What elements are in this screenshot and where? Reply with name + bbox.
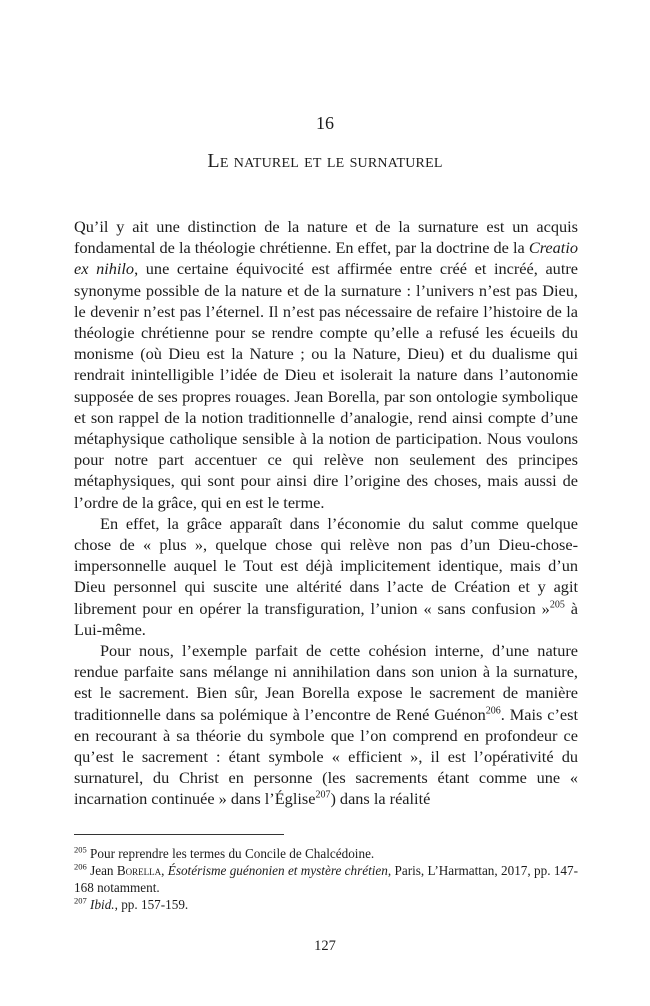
footnote-book-title: Ésotérisme guénonien et mystère chrétien [167,863,388,878]
paragraph-text: Pour nous, l’exemple parfait de cette cohésion interne, d’une nature rendue parfaite sans mélange ni annihilation dans son union à la surnature, est le sacrement. Bien sûr, Jean Borella expose le sacrement de manière traditionnelle dans sa polémique à l’encontre de René Guénon [74,641,578,724]
footnote-ibid: Ibid. [90,897,115,912]
footnote-author-last: Borella [116,863,162,878]
footnote-text: , pp. 157-159. [114,897,189,912]
footnote-divider [74,834,284,835]
footnote-text: , Paris, L’Harmattan, 2017, pp. 147-168 notamment. [74,863,578,895]
footnote-ref[interactable]: 205 [549,599,565,611]
footnote-number: 206 [74,861,87,872]
footnotes [74,845,578,913]
paragraph-text: à Lui-même. [74,598,578,639]
paragraph-2 [74,513,578,640]
paragraph-text: . Mais c’est en recourant à sa théorie du symbole que l’on comprend en profondeur ce qu’est le sacrement : étant symbole « efficient », il est l’opérativité du surnaturel, du Christ en personne (les sacrements étant comme une « incarnation continuée » dans l’Église [74,704,578,809]
paragraph-3 [74,640,578,810]
chapter-title: Le naturel et le surnaturel [207,150,443,172]
paragraph-text: Qu’il y ait une distinction de la nature et de la surnature est un acquis fondamental de la théologie chrétienne. En effet, par la doctrine de la [74,217,578,258]
footnote-text: Pour reprendre les termes du Concile de Chalcédoine. [90,846,375,861]
footnote-number: 207 [74,895,87,906]
paragraph-text: En effet, la grâce apparaît dans l’économie du salut comme quelque chose de « plus », quelque chose qui relève non pas d’un Dieu-chose-impersonnelle auquel le Tout est déjà implicitement identique, mais d’un Dieu personnel qui suscite une altérité dans l’acte de Création et y agit librement pour en opérer la transfiguration, l’union « sans confusion » [74,513,578,618]
footnote-207 [74,896,578,913]
footnote-separator: , [161,863,168,878]
footnote-ref[interactable]: 206 [485,705,501,717]
footnote-number: 205 [74,844,87,855]
paragraph-text: ) dans la réalité [330,789,431,809]
body-text [74,216,578,810]
chapter-number: 16 [316,113,334,133]
page-number: 127 [314,938,336,954]
italic-phrase: Creatio ex nihilo [74,238,578,279]
footnote-206 [74,862,578,896]
paragraph-1 [74,216,578,513]
footnote-205 [74,845,578,862]
footnote-author-first: Jean [90,863,117,878]
paragraph-text: , une certaine équivocité est affirmée entre créé et incréé, autre synonyme possible de la nature et de la surnature : l’univers n’est pas Dieu, le devenir n’est pas l’éternel. Il n’est pas nécessaire de refaire l’histoire de la théologie chrétienne pour se rendre compte qu’elle a refusé les écueils du monisme (où Dieu est la Nature ; ou la Nature, Dieu) et du dualisme qui rendrait inintelligible l’idée de Dieu et isolerait la nature dans l’autonomie supposée de ses propres rouages. Jean Borella, par son ontologie symbolique et son rappel de la notion traditionnelle d’analogie, rend ainsi compte d’une métaphysique catholique sensible à la notion de participation. Nous voulons pour notre part accentuer ce qui relève non seulement des principes métaphysiques, qui sont pour ainsi dire l’origine des choses, mais aussi de l’ordre de la grâce, qui en est le terme. [74,259,578,512]
footnote-ref[interactable]: 207 [315,790,331,802]
